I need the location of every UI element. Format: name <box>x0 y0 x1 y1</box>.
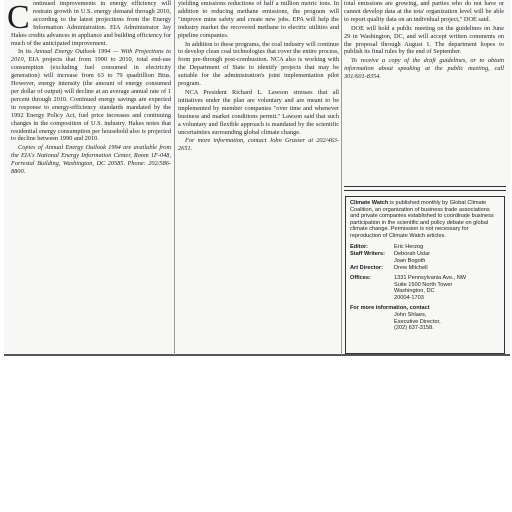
report-title: Annual Energy Outlook 1994 — With Projections to 2010 <box>11 48 171 64</box>
section-rule <box>344 186 506 187</box>
column-divider <box>341 0 342 355</box>
staff-row-writers: Staff Writers: Deborah Uslar Joan Bogoth <box>350 251 431 264</box>
lead-paragraph: Continued improvements in energy efficiency will restrain growth in U.S. energy demand through 2010, according to the latest projections from the Energy Information Administration. EIA Administrator Jay Hakes credits advances in appliance and building efficiency for much of the anticipated improvement. <box>7 0 171 47</box>
outlook-paragraph: In its Annual Energy Outlook 1994 — With Projections to 2010, EIA projects that from 1990 to 2010, total end-use consumption (excluding fuel consumed in electricity generation) will increase from 63 to 79 quadrillion Btus. However, energy intensity (the amount of energy consumed per dollar of output) will decline at an average annual rate of 1 percent through 2010. Continued energy savings are expected in response to energy-efficiency standards mandated by the 1992 Energy Policy Act, fuel price increases and continuing changes in the composition of U.S. industry. Hakes notes that residential energy consumption per household also is projected to decline between 1990 and 2010. <box>11 48 171 143</box>
column-3 <box>344 0 504 82</box>
masthead-box <box>345 196 505 354</box>
publication-name: Climate Watch <box>350 200 389 206</box>
staff-row-art-director: Art Director: Drew Mitchell <box>350 265 428 272</box>
staff-row-editor: Editor: Eric Herzog <box>350 243 424 250</box>
doe-paragraph: total emissions are growing, and parties who do not have or cannot develop data at the tota' organization level will be able to report quality data on an individual project," DOE said. <box>344 0 504 23</box>
section-rule <box>344 190 506 191</box>
more-info-contact: For more information, contact John Shlaes, Executive Director, (202) 637-3158. <box>350 305 441 332</box>
lawson-paragraph: NCA President Richard L. Lawson stresses that all initiatives under the plan are voluntary and are meant to be implemented by member companies "over time and whenever business and market conditions permit." Lawson said that such a voluntary and flexible approach is mandated by the scientific uncertainties surrounding global climate change. <box>178 88 339 136</box>
copies-note: Copies of Annual Energy Outlook 1994 are available from the EIA's National Energy Information Center, Room 1F-048, Forrestal Building, Washington, DC 20585. Phone: 202/586-8800. <box>11 144 171 176</box>
column-divider <box>174 0 175 355</box>
offices-address: Offices: 1331 Pennsylvania Ave., NW Suite 1500 North Tower Washington, DC 20004-1703 <box>350 274 467 301</box>
masthead-intro: Climate Watch is published monthly by Global Climate Coalition, an organization of business trade associations and private companies established to coordinate business participation in the scientific and policy debate on global climate change. Permission is not necessary for reproduction of Climate Watch articles. <box>350 200 494 239</box>
meeting-paragraph: DOE will hold a public meeting on the guidelines on June 29 in Washington, DC, and will accept written comments on the proposal through August 1. The department hopes to publish its final rules by the end of September. <box>344 24 504 56</box>
clean-coal-paragraph: In addition to these programs, the coal industry will continue to develop clean coal technologies that cover the entire process, from pre-through post-combustion. NCA also is working with the Department of State to identify projects that may be suitable for the administration's joint implementation pilot program. <box>178 40 339 88</box>
methane-paragraph: yielding emissions reductions of half a million metric tons. In addition to reducing methane emissions, the program will "improve mine safety and create new jobs. EPA will help the industry market the recovered methane to electric utilities and pipeline companies. <box>178 0 339 39</box>
contact-note: For more information, contact John Grasser at 202/463-2651. <box>178 137 339 153</box>
column-1 <box>7 0 171 177</box>
column-2 <box>178 0 339 154</box>
draft-request-note: To receive a copy of the draft guidelines, or to obtain information about speaking at the public meeting, call 301/601-8354. <box>344 57 504 81</box>
drop-cap: C <box>7 0 30 36</box>
scanned-newsletter-page <box>4 0 510 356</box>
